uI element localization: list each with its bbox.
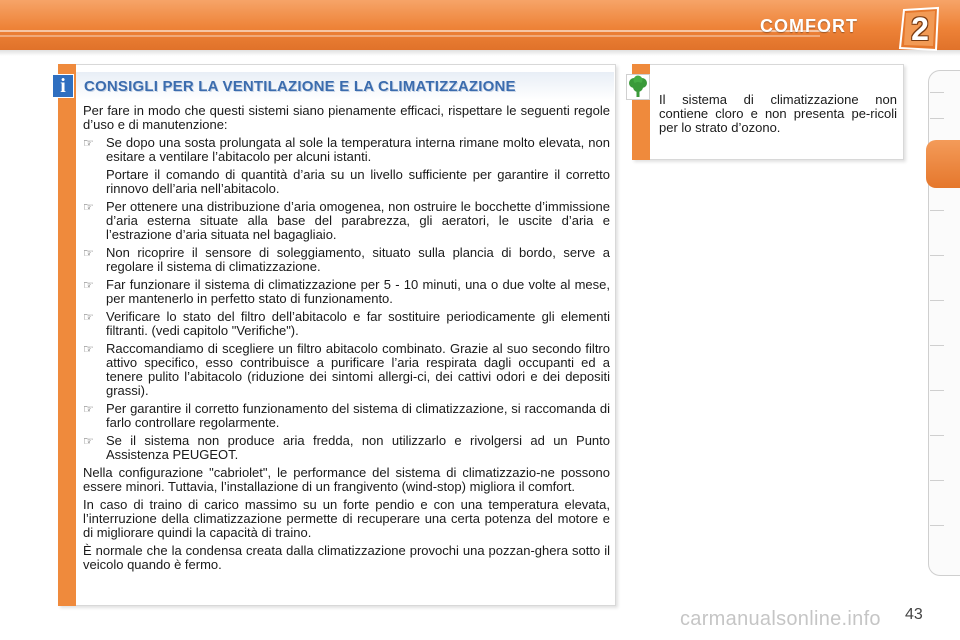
condensation-paragraph: È normale che la condensa creata dalla climatizzazione provochi una pozzan-ghera sotto il veicolo quando è fermo. — [83, 543, 610, 572]
pointing-hand-icon: ☞ — [83, 310, 94, 324]
section-title: CONSIGLI PER LA VENTILAZIONE E LA CLIMATIZZAZIONE — [84, 78, 516, 95]
pointing-hand-icon: ☞ — [83, 402, 94, 416]
page-number: 43 — [905, 606, 923, 623]
chapter-tab-divider — [930, 345, 944, 346]
info-content — [83, 104, 610, 576]
eco-text: Il sistema di climatizzazione non contiene cloro e non presenta pe-ricoli per lo strato d’ozono. — [659, 92, 897, 135]
info-icon: i — [52, 74, 74, 98]
chapter-tab-divider — [930, 390, 944, 391]
watermark: carmanualsonline.info — [680, 608, 881, 630]
chapter-tab-divider — [930, 118, 944, 119]
pointing-hand-icon: ☞ — [83, 200, 94, 214]
list-item — [83, 434, 610, 462]
tree-icon — [626, 74, 650, 100]
pointing-hand-icon: ☞ — [83, 278, 94, 292]
list-item — [83, 200, 610, 242]
pointing-hand-icon: ☞ — [83, 342, 94, 356]
chapter-tab-divider — [930, 92, 944, 93]
header-stripe-2 — [0, 35, 820, 37]
chapter-tab-divider — [930, 300, 944, 301]
chapter-number: 2 — [911, 11, 929, 47]
chapter-tab-divider — [930, 435, 944, 436]
list-item-subtext: Portare il comando di quantità d’aria su un livello sufficiente per garantire il corretto rinnovo dell’aria nell’abitacolo. — [106, 167, 610, 196]
list-item-text: Se dopo una sosta prolungata al sole la temperatura interna rimane molto elevata, non esitare a ventilare l’abitacolo per alcuni istanti. — [106, 135, 610, 164]
cabriolet-paragraph: Nella configurazione "cabriolet", le performance del sistema di climatizzazio-ne possono essere minori. Tuttavia, l’installazione di un frangivento (wind-stop) migliora il comfort. — [83, 465, 610, 494]
tips-list — [83, 136, 610, 462]
chapter-tab-divider — [930, 480, 944, 481]
chapter-title: COMFORT — [760, 16, 858, 36]
list-item — [83, 278, 610, 306]
list-item-text: Verificare lo stato del filtro dell’abitacolo e far sostituire periodicamente gli elementi filtranti. (vedi capitolo "Verifiche"). — [106, 309, 610, 338]
list-item-text: Per garantire il corretto funzionamento del sistema di climatizzazione, si raccomanda di farlo controllare regolarmente. — [106, 401, 610, 430]
list-item — [83, 246, 610, 274]
header-stripe — [0, 30, 830, 32]
chapter-tab-divider — [930, 210, 944, 211]
pointing-hand-icon: ☞ — [83, 434, 94, 448]
list-item-text: Per ottenere una distribuzione d’aria omogenea, non ostruire le bocchette d’immissione d’aria esterna situate alla base del parabrezza, gli aeratori, le uscite d’aria e l’estrazione d’aria situata nel bagagliaio. — [106, 199, 610, 242]
list-item — [83, 402, 610, 430]
towing-paragraph: In caso di traino di carico massimo su un forte pendio e con una temperatura elevata, l’interruzione della climatizzazione permette di recuperare una certa potenza del motore e di migliorare quindi la capacità di traino. — [83, 497, 610, 540]
pointing-hand-icon: ☞ — [83, 246, 94, 260]
pointing-hand-icon: ☞ — [83, 136, 94, 150]
intro-paragraph: Per fare in modo che questi sistemi siano pienamente efficaci, rispettare le seguenti regole d’uso e di manutenzione: — [83, 103, 610, 132]
list-item-text: Non ricoprire il sensore di soleggiamento, situato sulla plancia di bordo, serve a regolare il sistema di climatizzazione. — [106, 245, 610, 274]
list-item — [83, 136, 610, 196]
list-item — [83, 310, 610, 338]
info-panel-accent-bar — [58, 64, 76, 606]
list-item — [83, 342, 610, 398]
chapter-tab-active[interactable] — [926, 140, 960, 188]
chapter-tab-divider — [930, 525, 944, 526]
list-item-text: Se il sistema non produce aria fredda, non utilizzarlo e rivolgersi ad un Punto Assistenza PEUGEOT. — [106, 433, 610, 462]
chapter-tab-divider — [930, 255, 944, 256]
list-item-text: Raccomandiamo di scegliere un filtro abitacolo combinato. Grazie al suo secondo filtro attivo specifico, esso contribuisce a purificare l’aria respirata dagli occupanti ed a tenere pulito l’abitacolo (riduzione dei sintomi allergi-ci, dei cattivi odori e dei depositi grassi). — [106, 341, 610, 398]
list-item-text: Far funzionare il sistema di climatizzazione per 5 - 10 minuti, una o due volte al mese, per mantenerlo in perfetto stato di funzionamento. — [106, 277, 610, 306]
